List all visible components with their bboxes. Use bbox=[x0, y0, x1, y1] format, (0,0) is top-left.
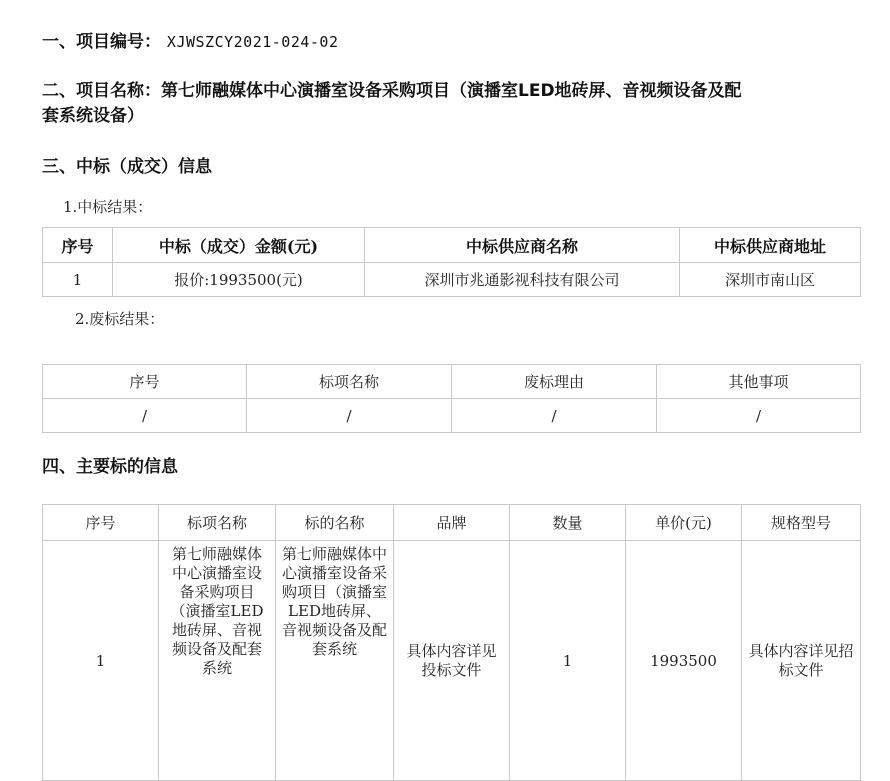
table-cell: / bbox=[247, 399, 452, 433]
header-cell: 序号 bbox=[43, 505, 159, 541]
header-cell: 单价(元) bbox=[626, 505, 742, 541]
void-result-subheading: 2.废标结果： bbox=[75, 310, 165, 328]
main-items-heading: 四、主要标的信息 bbox=[42, 457, 178, 477]
table-row bbox=[43, 263, 861, 297]
table-cell: 深圳市兆通影视科技有限公司 bbox=[365, 263, 680, 297]
header-cell: 标的名称 bbox=[276, 505, 394, 541]
table-cell: / bbox=[452, 399, 657, 433]
project-number-label: 一、项目编号： bbox=[42, 32, 161, 52]
table-cell: / bbox=[43, 399, 247, 433]
table-cell: 第七师融媒体中心演播室设备采购项目（演播室LED地砖屏、音视频设备及配套系统 bbox=[159, 541, 276, 781]
header-cell: 废标理由 bbox=[452, 365, 657, 399]
table-row bbox=[43, 399, 861, 433]
table-row bbox=[43, 541, 861, 781]
table-cell: 深圳市南山区 bbox=[680, 263, 861, 297]
table-cell: 1 bbox=[43, 541, 159, 781]
project-name-label: 二、项目名称： bbox=[42, 81, 161, 101]
project-number-value: XJWSZCY2021-024-02 bbox=[166, 33, 339, 51]
table-cell: 具体内容详见投标文件 bbox=[394, 541, 510, 781]
table-cell: 报价:1993500(元) bbox=[113, 263, 365, 297]
header-cell: 品牌 bbox=[394, 505, 510, 541]
void-result-header-row bbox=[43, 365, 861, 399]
main-items-header-row bbox=[43, 505, 861, 541]
header-cell: 中标（成交）金额(元) bbox=[113, 228, 365, 263]
header-cell: 规格型号 bbox=[742, 505, 861, 541]
header-cell: 中标供应商地址 bbox=[680, 228, 861, 263]
table-cell: 第七师融媒体中心演播室设备采购项目（演播室LED地砖屏、音视频设备及配套系统 bbox=[276, 541, 394, 781]
header-cell: 序号 bbox=[43, 365, 247, 399]
main-items-table bbox=[42, 504, 861, 781]
project-name-value-2: 套系统设备） bbox=[42, 106, 144, 126]
header-cell: 中标供应商名称 bbox=[365, 228, 680, 263]
table-cell: 具体内容详见招标文件 bbox=[742, 541, 861, 781]
table-cell: / bbox=[657, 399, 861, 433]
award-result-subheading: 1.中标结果： bbox=[63, 198, 153, 216]
header-cell: 数量 bbox=[510, 505, 626, 541]
table-cell: 1 bbox=[43, 263, 113, 297]
project-name-block bbox=[42, 79, 872, 129]
header-cell: 序号 bbox=[43, 228, 113, 263]
project-name-value-1: 第七师融媒体中心演播室设备采购项目（演播室LED地砖屏、音视频设备及配 bbox=[161, 81, 742, 101]
project-number-line bbox=[42, 30, 338, 55]
project-name-line-1 bbox=[42, 79, 872, 104]
void-result-table bbox=[42, 364, 861, 433]
header-cell: 标项名称 bbox=[159, 505, 276, 541]
table-cell: 1993500 bbox=[626, 541, 742, 781]
award-result-table bbox=[42, 227, 861, 297]
table-cell: 1 bbox=[510, 541, 626, 781]
award-result-header-row bbox=[43, 228, 861, 263]
award-info-heading: 三、中标（成交）信息 bbox=[42, 157, 212, 177]
header-cell: 标项名称 bbox=[247, 365, 452, 399]
header-cell: 其他事项 bbox=[657, 365, 861, 399]
